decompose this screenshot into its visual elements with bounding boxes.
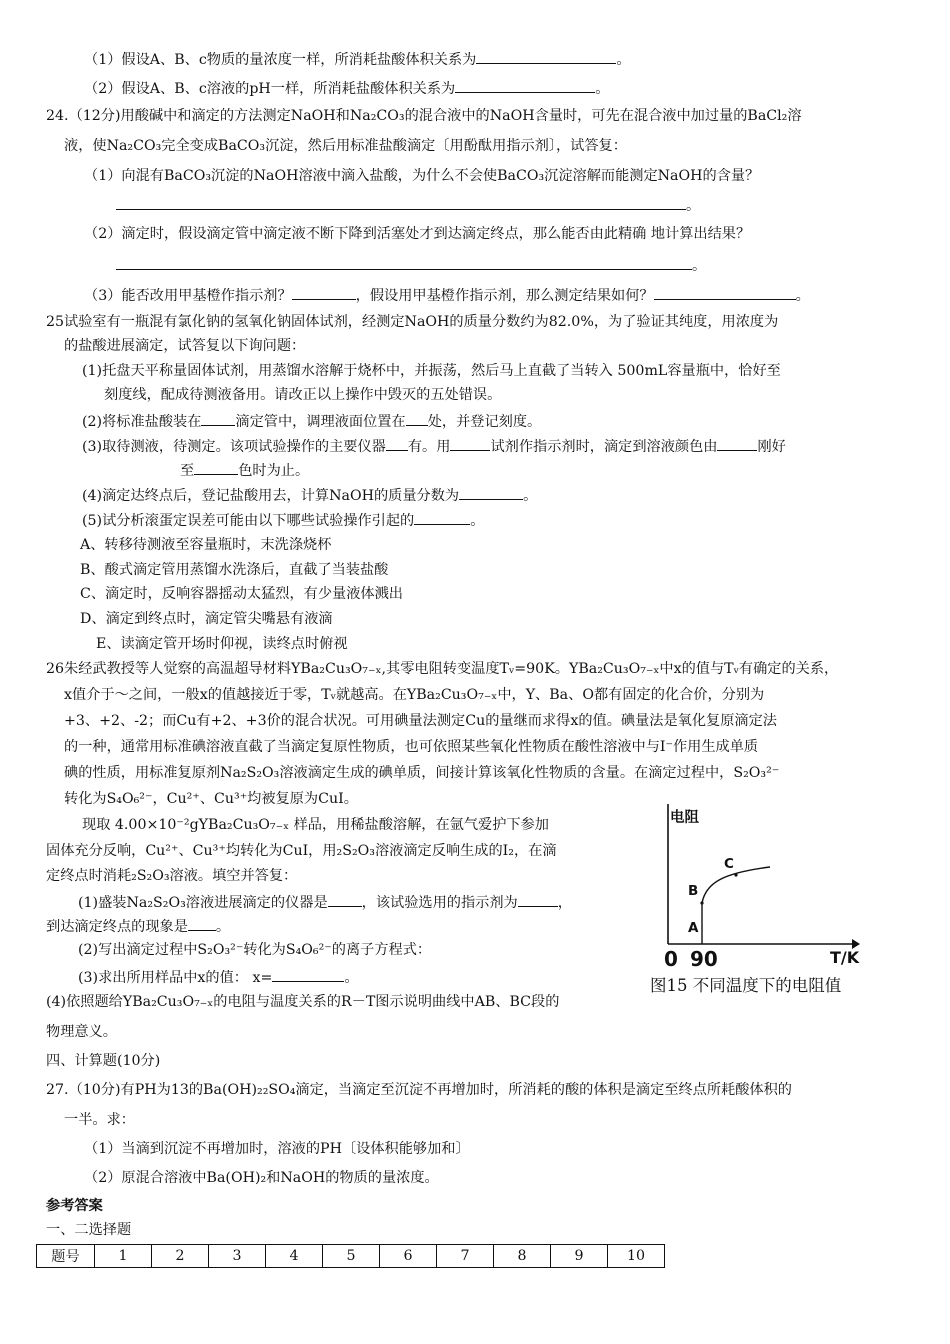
- table-cell: 10: [608, 1245, 665, 1268]
- q24-part2: （2）滴定时，假设滴定管中滴定液不断下降到活塞处才到达滴定终点，那么能否由此精确 地计算出结果？: [84, 226, 751, 242]
- q25-option-c: C、滴定时，反响容器摇动太猛烈，有少量液体溅出: [80, 586, 403, 602]
- q24-part1-answer: 。: [116, 194, 700, 216]
- answer-blank[interactable]: [459, 484, 523, 500]
- table-header-cell: 题号: [37, 1245, 95, 1268]
- q26-part1-cont: 到达滴定终点的现象是 。: [46, 915, 230, 937]
- answer-blank[interactable]: [188, 915, 216, 931]
- q27-stem-line2: 一半。求：: [64, 1112, 135, 1128]
- answer-blank[interactable]: [450, 435, 490, 451]
- answer-blank[interactable]: [476, 48, 616, 64]
- q24-part2-answer: 。: [116, 254, 706, 276]
- q25-option-a: A、转移待测液至容量瓶时，末洗涤烧杯: [80, 537, 332, 553]
- table-cell: 8: [494, 1245, 551, 1268]
- answer-blank[interactable]: [201, 410, 235, 426]
- table-cell: 6: [380, 1245, 437, 1268]
- q25-part2: (2)将标准盐酸装在 滴定管中，调理液面位置在 处，并登记刻度。: [82, 410, 541, 432]
- origin-label: 0: [664, 947, 678, 971]
- choice-section-heading: 一、二选择题: [46, 1222, 132, 1238]
- q25-stem-line2: 的盐酸进展滴定，试答复以下询问题：: [64, 338, 306, 354]
- table-cell: 4: [266, 1245, 323, 1268]
- q26-stem-line7: 现取 4.00×10⁻²gYBa₂Cu₃O₇₋ₓ 样品，用稀盐酸溶解，在氩气爱护下参加: [82, 817, 549, 833]
- table-cell: 7: [437, 1245, 494, 1268]
- q25-stem-line1: 25试验室有一瓶混有氯化钠的氢氧化钠固体试剂，经测定NaOH的质量分数约为82.0%，为了验证其纯度，用浓度为: [46, 314, 779, 330]
- table-cell: 3: [209, 1245, 266, 1268]
- table-cell: 9: [551, 1245, 608, 1268]
- answer-blank[interactable]: [717, 435, 757, 451]
- answer-blank[interactable]: [518, 891, 558, 907]
- answer-blank[interactable]: [116, 194, 686, 210]
- q27-part1: （1）当滴到沉淀不再增加时，溶液的PH〔设体积能够加和〕: [84, 1141, 470, 1157]
- answer-blank[interactable]: [654, 284, 796, 300]
- answer-blank[interactable]: [194, 459, 238, 475]
- section-four-heading: 四、计算题(10分): [46, 1053, 161, 1069]
- table-cell: 1: [95, 1245, 152, 1268]
- answer-blank[interactable]: [116, 254, 692, 270]
- point-c-label: C: [724, 856, 734, 872]
- q25-part3-line2: 至 色时为止。: [180, 459, 309, 481]
- segment-bc: [702, 867, 770, 903]
- q24-part1: （1）向混有BaCO₃沉淀的NaOH溶液中滴入盐酸，为什么不会使BaCO₃沉淀溶解而能测定NaOH的含量？: [84, 168, 760, 184]
- answer-blank[interactable]: [386, 435, 408, 451]
- q24-stem-line2: 液，使Na₂CO₃完全变成BaCO₃沉淀，然后用标准盐酸滴定〔用酚酞用指示剂〕，试答复：: [64, 138, 627, 154]
- point-b-label: B: [688, 883, 699, 899]
- q25-part1-line2: 刻度线，配成待测液备用。请改正以上操作中毁灭的五处错误。: [104, 387, 502, 403]
- q25-part5: (5)试分析滚蛋定误差可能由以下哪些试验操作引起的 。: [82, 509, 484, 531]
- q25-option-e: E、读滴定管开场时仰视，读终点时俯视: [96, 636, 348, 652]
- q26-part2: (2)写出滴定过程中S₂O₃²⁻转化为S₄O₆²⁻的离子方程式：: [78, 942, 432, 958]
- table-cell: 2: [152, 1245, 209, 1268]
- answer-blank[interactable]: [328, 891, 362, 907]
- point-c-dot: [734, 873, 737, 876]
- resistance-temperature-graph: [652, 800, 882, 1000]
- answer-blank[interactable]: [406, 410, 428, 426]
- q26-part4-cont: 物理意义。: [46, 1024, 117, 1040]
- q24-stem-line1: 24.（12分)用酸碱中和滴定的方法测定NaOH和Na₂CO₃的混合液中的NaOH含量时，可先在混合液中加过量的BaCl₂溶: [46, 108, 802, 124]
- q26-stem-line4: 的一种，通常用标准碘溶液直截了当滴定复原性物质，也可依照某些氧化性物质在酸性溶液中与I⁻作用生成单质: [64, 739, 759, 755]
- table-row: [37, 1245, 665, 1268]
- q25-option-b: B、酸式滴定管用蒸馏水洗涤后，直截了当装盐酸: [80, 562, 389, 578]
- y-axis-label: 电阻: [670, 810, 699, 826]
- q26-stem-line5: 碘的性质，用标准复原剂Na₂S₂O₃溶液滴定生成的碘单质，间接计算该氧化性物质的含量。在滴定过程中，S₂O₃²⁻: [64, 765, 780, 781]
- q26-stem-line9: 定终点时消耗₂S₂O₃溶液。填空并答复：: [46, 868, 298, 884]
- q25-part4: (4)滴定达终点后，登记盐酸用去，计算NaOH的质量分数为 。: [82, 484, 537, 506]
- reference-answers-heading: 参考答案: [46, 1198, 103, 1214]
- answer-blank[interactable]: [455, 77, 595, 93]
- point-a-label: A: [688, 920, 699, 936]
- point-b-dot: [700, 901, 703, 904]
- q25-part1-line1: (1)托盘天平称量固体试剂，用蒸馏水溶解于烧杯中，并振荡，然后马上直截了当转入 500mL容量瓶中，恰好至: [82, 363, 781, 379]
- q25-option-d: D、滴定到终点时，滴定管尖嘴悬有液滴: [80, 611, 333, 627]
- q24-part3: （3）能否改用甲基橙作指示剂？ ，假设用甲基橙作指示剂，那么测定结果如何？ 。: [84, 284, 810, 306]
- q25-part3-line1: (3)取待测液，待测定。该项试验操作的主要仪器 有。用 试剂作指示剂时，滴定到溶液颜色由 刚好: [82, 435, 786, 457]
- answer-blank[interactable]: [414, 509, 470, 525]
- q26-stem-line1: 26朱经武教授等人觉察的高温超导材料YBa₂Cu₃O₇₋ₓ,其零电阻转变温度Tᵥ=90K。YBa₂Cu₃O₇₋ₓ中x的值与Tᵥ有确定的关系，: [46, 661, 839, 677]
- q26-part3: (3)求出所用样品中x的值： x= 。: [78, 966, 359, 988]
- q27-part2: （2）原混合溶液中Ba(OH)₂和NaOH的物质的量浓度。: [84, 1170, 439, 1186]
- q26-stem-line3: +3、+2、-2；而Cu有+2、+3价的混合状况。可用碘量法测定Cu的量继而求得x的值。碘量法是氧化复原滴定法: [64, 713, 777, 729]
- figure-caption: 图15 不同温度下的电阻值: [650, 976, 842, 995]
- answer-blank[interactable]: [272, 966, 344, 982]
- x-axis-label: T/K: [830, 948, 860, 967]
- answer-table: [36, 1244, 665, 1268]
- q26-stem-line2: x值介于～之间，一般x的值越接近于零，Tᵥ就越高。在YBa₂Cu₃O₇₋ₓ中，Y、Ba、O都有固定的化合价，分别为: [64, 687, 765, 703]
- x-tick-90: 90: [690, 947, 718, 971]
- q26-part4: (4)依照题给YBa₂Cu₃O₇₋ₓ的电阻与温度关系的R－T图示说明曲线中AB、BC段的: [46, 994, 560, 1010]
- q26-stem-line8: 固体充分反响，Cu²⁺、Cu³⁺均转化为CuI，用₂S₂O₃溶液滴定反响生成的I₂，在滴: [46, 843, 557, 859]
- q23-part1: （1）假设A、B、c物质的量浓度一样，所消耗盐酸体积关系为 。: [84, 48, 631, 70]
- q27-stem-line1: 27.（10分)有PH为13的Ba(OH)₂₂SO₄滴定，当滴定至沉淀不再增加时，所消耗的酸的体积是滴定至终点所耗酸体积的: [46, 1082, 792, 1098]
- q26-part1: (1)盛装Na₂S₂O₃溶液进展滴定的仪器是 ，该试验选用的指示剂为 ，: [78, 891, 572, 913]
- answer-blank[interactable]: [292, 284, 356, 300]
- table-cell: 5: [323, 1245, 380, 1268]
- q23-part2: （2）假设A、B、c溶液的pH一样，所消耗盐酸体积关系为 。: [84, 77, 609, 99]
- q26-stem-line6: 转化为S₄O₆²⁻，Cu²⁺、Cu³⁺均被复原为CuI。: [64, 791, 358, 807]
